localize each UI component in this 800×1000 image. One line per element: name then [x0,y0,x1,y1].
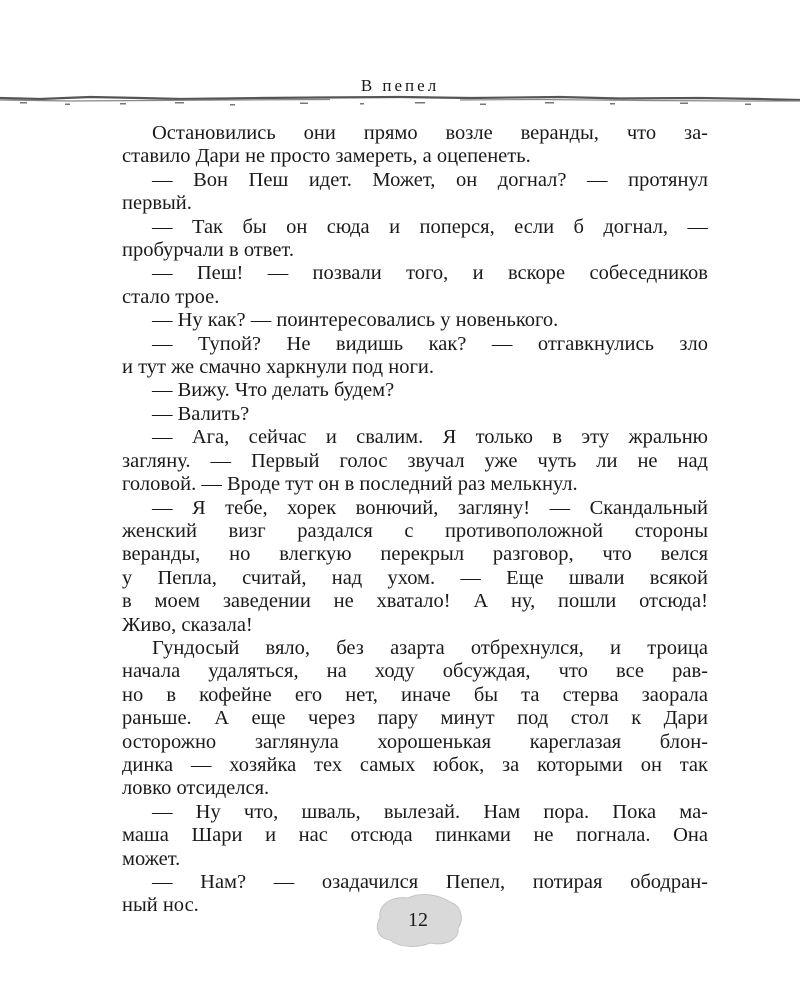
text-line: — Ну что, шваль, вылезай. Нам пора. Пока ма- [152,800,708,823]
text-line: пробурчали в ответ. [122,239,294,262]
text-line: ловко отсиделся. [122,777,270,800]
text-line: головой. — Вроде тут он в последний раз мелькнул. [122,473,578,496]
text-line: женский визг раздался с противоположной стороны [122,519,708,542]
text-line: и тут же смачно харкнули под ноги. [122,356,434,379]
text-line: первый. [122,192,192,215]
text-line: — Вон Пеш идет. Может, он догнал? — протянул [152,168,708,191]
text-line: в моем заведении не хватало! А ну, пошли отсюда! [122,590,708,613]
text-line: стало трое. [122,285,220,308]
text-line: Живо, сказала! [122,613,253,636]
text-line: раньше. А еще через пару минут под стол к Дари [122,707,708,730]
text-line: может. [122,847,181,870]
text-line: — Ага, сейчас и свалим. Я только в эту жральню [152,426,708,449]
page-number-badge [364,888,472,952]
text-line: ный нос. [122,894,199,917]
text-line: но в кофейне его нет, иначе бы та стерва заорала [122,683,708,706]
text-line: — Пеш! — позвали того, и вскоре собеседников [152,262,708,285]
page-number: 12 [408,909,428,931]
text-line: загляну. — Первый голос звучал уже чуть ли не над [122,449,708,472]
text-line: — Ну как? — поинтересовались у новенького. [152,309,559,332]
text-line: — Тупой? Не видишь как? — отгавкнулись зло [152,332,708,355]
decorative-rule [0,90,800,114]
text-line: — Вижу. Что делать будем? [152,379,395,402]
text-line: Гундосый вяло, без азарта отбрехнулся, и троица [152,636,708,659]
text-line: — Валить? [152,402,250,425]
text-line: — Нам? — озадачился Пепел, потирая ободран- [152,871,708,893]
text-line: у Пепла, считай, над ухом. — Еще швали всякой [122,566,708,589]
body-text [122,122,708,918]
text-line: динка — хозяйка тех самых юбок, за которыми он так [122,753,708,776]
text-line: маша Шари и нас отсюда пинками не погнала. Она [122,824,708,847]
text-line: Остановились они прямо возле веранды, что за- [152,122,708,144]
text-line: — Я тебе, хорек вонючий, загляну! — Скандальный [152,496,708,519]
text-line: начала удаляться, на ходу обсуждая, что все рав- [122,660,708,683]
text-line: осторожно заглянула хорошенькая кареглазая блон- [122,730,708,753]
text-line: — Так бы он сюда и поперся, если б догнал, — [152,215,708,238]
text-line: ставило Дари не просто замереть, а оцепенеть. [122,145,531,168]
text-line: веранды, но влегкую перекрыл разговор, что велся [122,543,708,566]
running-head: В пепел [360,76,440,95]
